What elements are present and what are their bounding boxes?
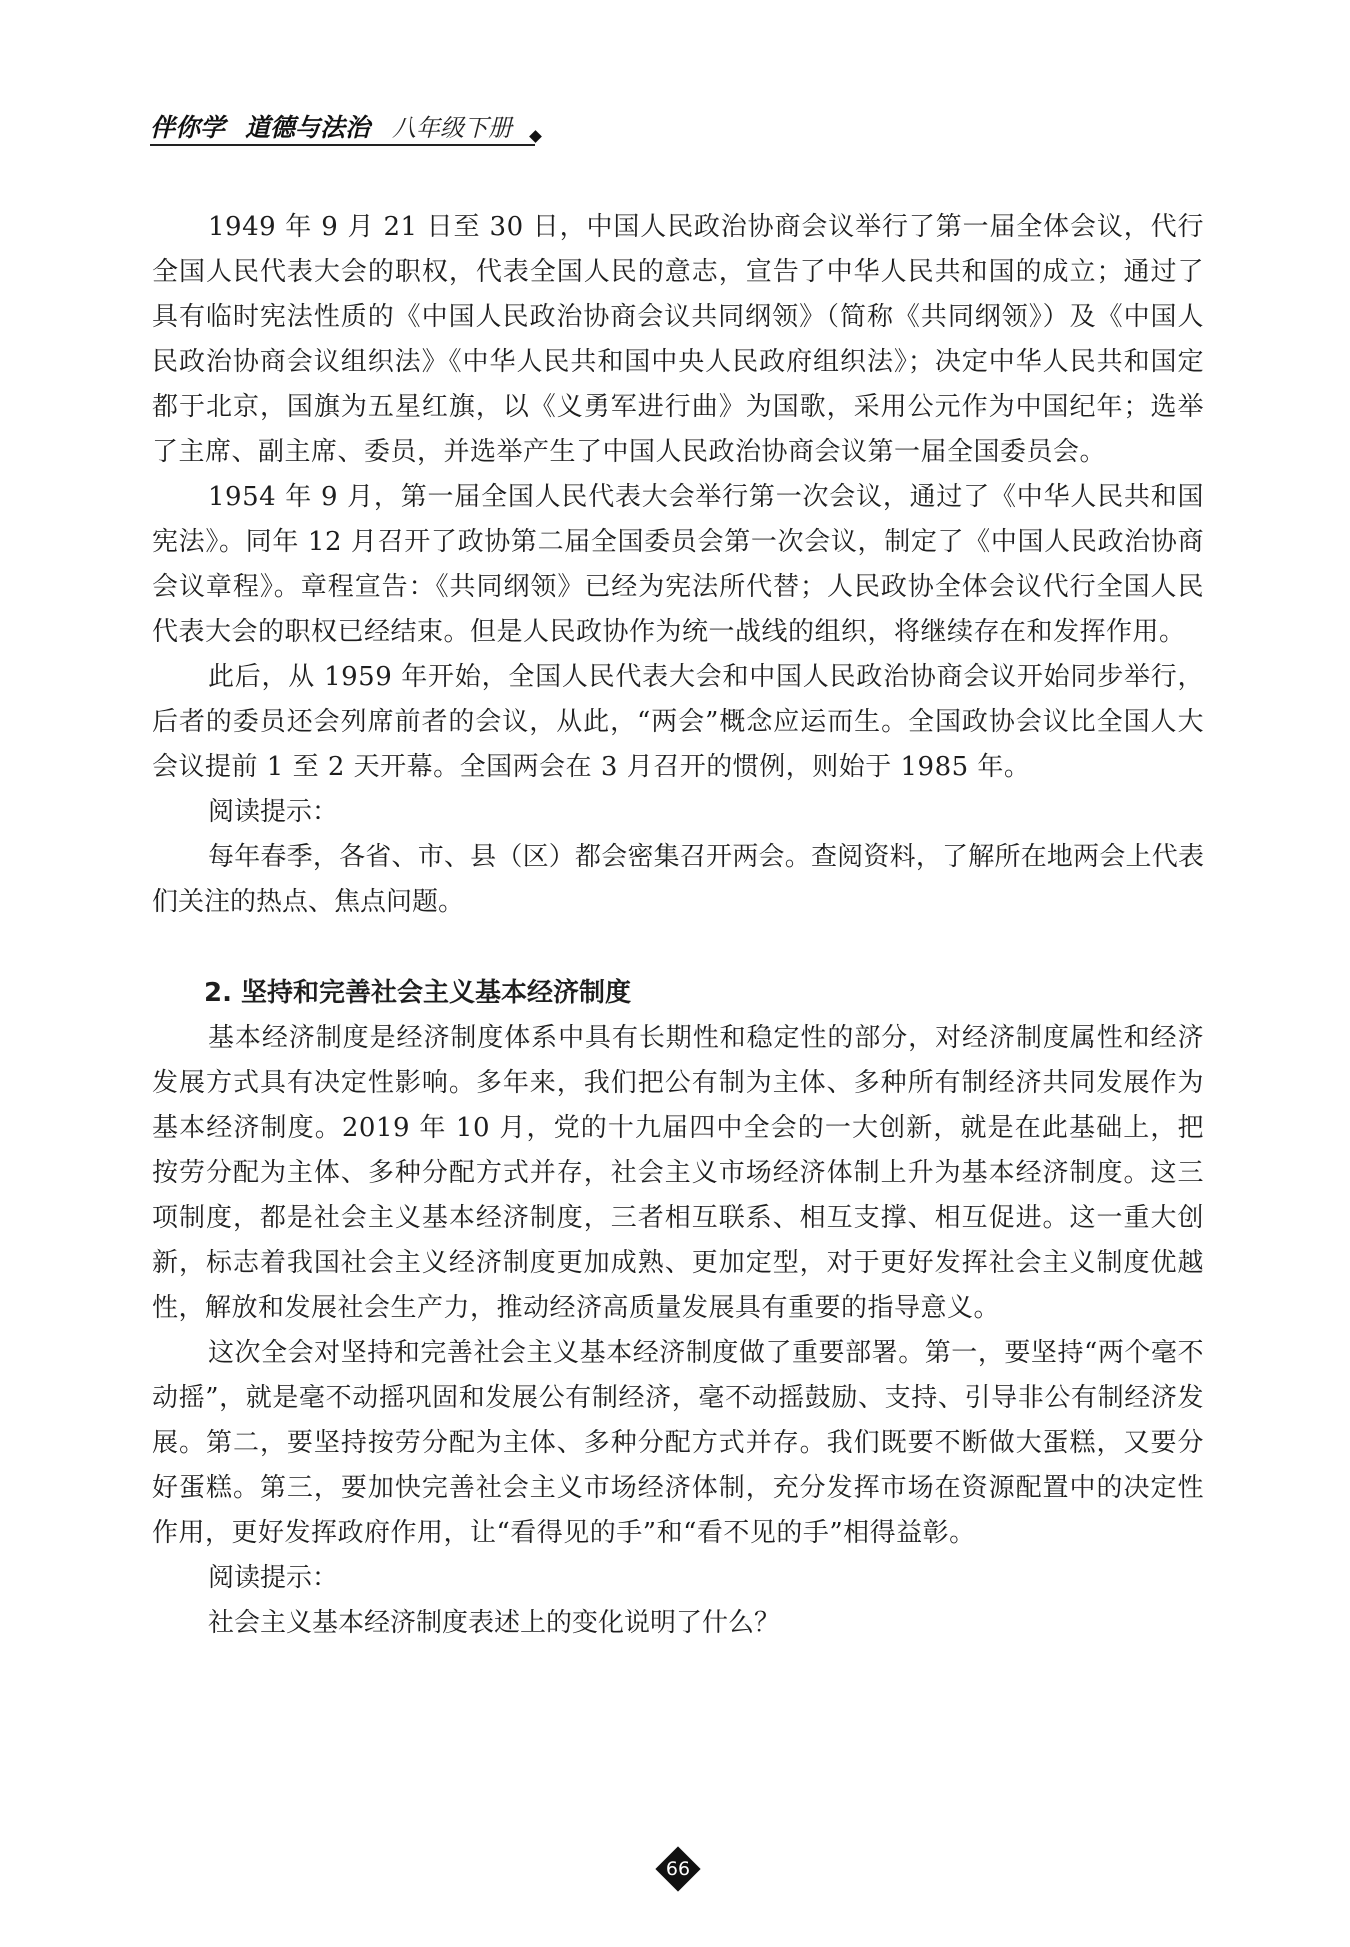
section-heading: 2. 坚持和完善社会主义基本经济制度	[204, 978, 632, 1008]
paragraph: 1954 年 9 月，第一届全国人民代表大会举行第一次会议，通过了《中华人民共和国宪法》。同年 12 月召开了政协第二届全国委员会第一次会议，制定了《中国人民政治协商会议章程》。章程宣告：《共同纲领》已经为宪法所代替；人民政协全体会议代行全国人民代表大会的职权已经结束。但是人民政协作为统一战线的组织，将继续存在和发挥作用。	[152, 482, 1204, 647]
book-grade-label: 八年级下册	[392, 114, 513, 142]
header-rule	[150, 144, 535, 146]
paragraph: 1949 年 9 月 21 日至 30 日，中国人民政治协商会议举行了第一届全体会议，代行全国人民代表大会的职权，代表全国人民的意志，宣告了中华人民共和国的成立；通过了具有临时宪法性质的《中国人民政治协商会议共同纲领》（简称《共同纲领》）及《中国人民政治协商会议组织法》《中华人民共和国中央人民政府组织法》；决定中华人民共和国定都于北京，国旗为五星红旗，以《义勇军进行曲》为国歌，采用公元作为中国纪年；选举了主席、副主席、委员，并选举产生了中国人民政治协商会议第一届全国委员会。	[152, 212, 1204, 467]
paragraph: 此后，从 1959 年开始，全国人民代表大会和中国人民政治协商会议开始同步举行，后者的委员还会列席前者的会议，从此，“两会”概念应运而生。全国政协会议比全国人大会议提前 1 至 2 天开幕。全国两会在 3 月召开的惯例，则始于 1985 年。	[152, 662, 1204, 782]
page-number-badge	[655, 1846, 701, 1892]
reading-hint-text: 每年春季，各省、市、县（区）都会密集召开两会。查阅资料，了解所在地两会上代表们关注的热点、焦点问题。	[152, 842, 1204, 917]
reading-hint-label: 阅读提示：	[208, 797, 339, 827]
page-number: 66	[665, 1858, 691, 1880]
reading-hint-text: 社会主义基本经济制度表述上的变化说明了什么？	[208, 1608, 781, 1638]
book-subject-title: 道德与法治	[245, 113, 371, 142]
reading-hint-label: 阅读提示：	[208, 1563, 339, 1593]
page-body	[152, 205, 1204, 1646]
book-series-title: 伴你学	[150, 113, 226, 142]
paragraph: 基本经济制度是经济制度体系中具有长期性和稳定性的部分，对经济制度属性和经济发展方式具有决定性影响。多年来，我们把公有制为主体、多种所有制经济共同发展作为基本经济制度。2019 年 10 月，党的十九届四中全会的一大创新，就是在此基础上，把按劳分配为主体、多种分配方式并存，社会主义市场经济体制上升为基本经济制度。这三项制度，都是社会主义基本经济制度，三者相互联系、相互支撑、相互促进。这一重大创新，标志着我国社会主义经济制度更加成熟、更加定型，对于更好发挥社会主义制度优越性，解放和发展社会生产力，推动经济高质量发展具有重要的指导意义。	[152, 1023, 1205, 1323]
paragraph: 这次全会对坚持和完善社会主义基本经济制度做了重要部署。第一，要坚持“两个毫不动摇”，就是毫不动摇巩固和发展公有制经济，毫不动摇鼓励、支持、引导非公有制经济发展。第二，要坚持按劳分配为主体、多种分配方式并存。我们既要不断做大蛋糕，又要分好蛋糕。第三，要加快完善社会主义市场经济体制，充分发挥市场在资源配置中的决定性作用，更好发挥政府作用，让“看得见的手”和“看不见的手”相得益彰。	[152, 1338, 1204, 1548]
running-header	[150, 108, 512, 148]
header-diamond-icon	[529, 130, 542, 143]
